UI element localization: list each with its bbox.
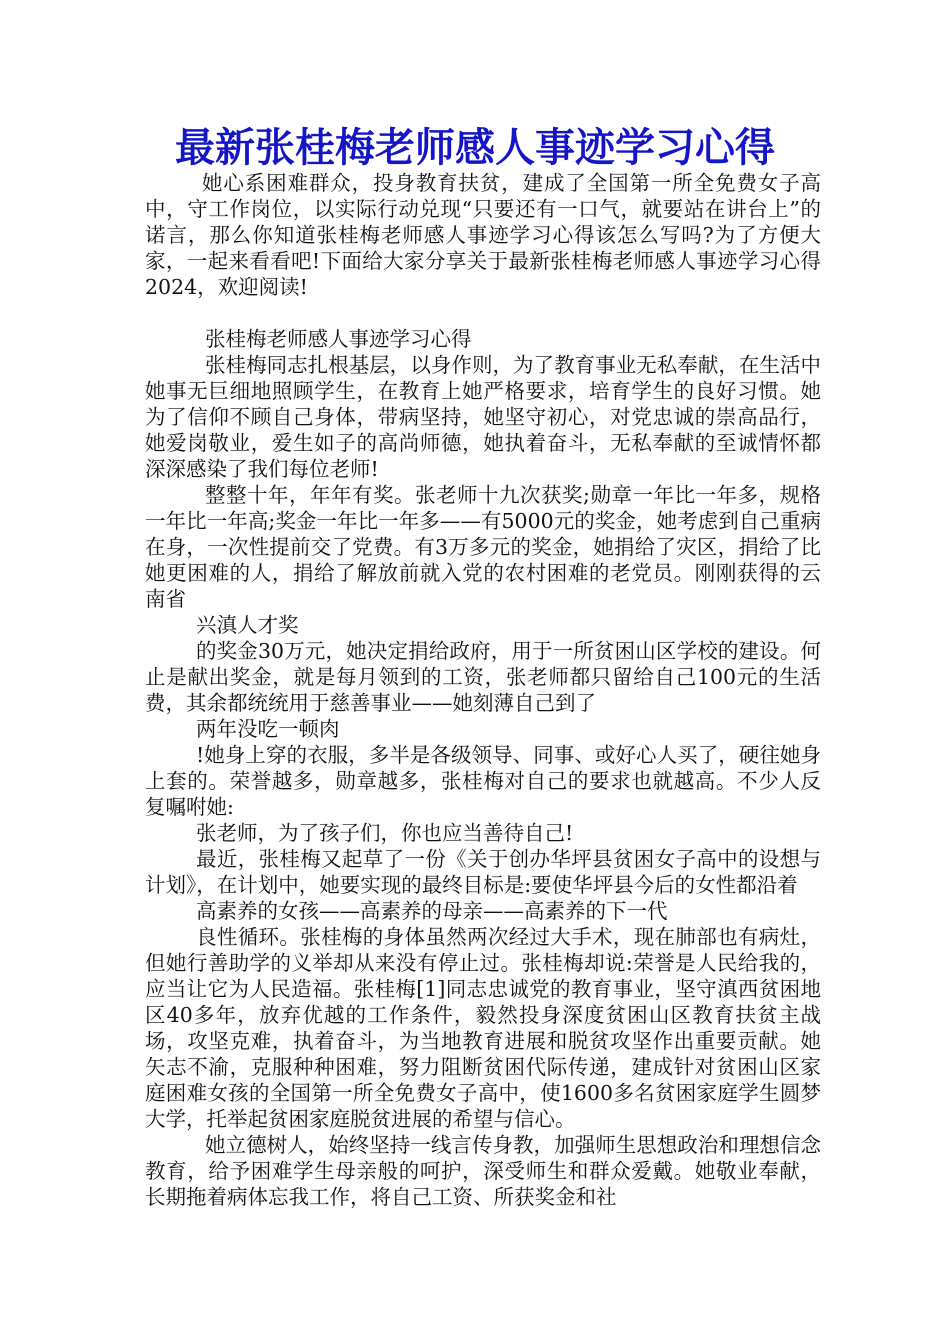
body-paragraph-3: 的奖金30万元，她决定捐给政府，用于一所贫困山区学校的建设。何止是献出奖金，就是每月领到的工资，张老师都只留给自己100元的生活费，其余都统统用于慈善事业——她刻薄自己到了 — [145, 639, 821, 715]
award-name-line: 兴滇人才奖 — [196, 613, 299, 637]
body-paragraph-2: 整整十年，年年有奖。张老师十九次获奖;勋章一年比一年多，规格一年比一年高;奖金一年比一年多——有5000元的奖金，她考虑到自己重病在身，一次性提前交了党费。有3万多元的奖金，她捐给了灾区，捐给了比她更困难的人，捐给了解放前就入党的农村困难的老党员。刚刚获得的云南省 — [145, 483, 821, 611]
section-subtitle: 张桂梅老师感人事迹学习心得 — [205, 327, 472, 351]
body-paragraph-5: 最近，张桂梅又起草了一份《关于创办华坪县贫困女子高中的设想与计划》，在计划中，她要实现的最终目标是:要使华坪县今后的女性都沿着 — [145, 847, 821, 897]
body-paragraph-7: 她立德树人，始终坚持一线言传身教，加强师生思想政治和理想信念教育，给予困难学生母亲般的呵护，深受师生和群众爱戴。她敬业奉献，长期拖着病体忘我工作，将自己工资、所获奖金和社 — [145, 1133, 821, 1209]
body-paragraph-1: 张桂梅同志扎根基层，以身作则，为了教育事业无私奉献，在生活中她事无巨细地照顾学生，在教育上她严格要求，培育学生的良好习惯。她为了信仰不顾自己身体，带病坚持，她坚守初心，对党忠诚的崇高品行，她爱岗敬业，爱生如子的高尚师德，她执着奋斗，无私奉献的至诚情怀都深深感染了我们每位老师! — [145, 353, 821, 481]
body-paragraph-6: 良性循环。张桂梅的身体虽然两次经过大手术，现在肺部也有病灶，但她行善助学的义举却从来没有停止过。张桂梅却说:荣誉是人民给我的，应当让它为人民造福。张桂梅[1]同志忠诚党的教育事业，坚守滇西贫困地区40多年，放弃优越的工作条件，毅然投身深度贫困山区教育扶贫主战场，攻坚克难，执着奋斗，为当地教育进展和脱贫攻坚作出重要贡献。她矢志不渝，克服种种困难，努力阻断贫困代际传递，建成针对贫困山区家庭困难女孩的全国第一所全免费女子高中，使1600多名贫困家庭学生圆梦大学，托举起贫困家庭脱贫进展的希望与信心。 — [145, 925, 821, 1131]
document-body — [145, 170, 821, 1210]
intro-paragraph: 她心系困难群众，投身教育扶贫，建成了全国第一所全免费女子高中，守工作岗位，以实际行动兑现“只要还有一口气，就要站在讲台上”的诺言，那么你知道张桂梅老师感人事迹学习心得该怎么写吗?为了方便大家，一起来看看吧!下面给大家分享关于最新张桂梅老师感人事迹学习心得2024，欢迎阅读! — [145, 171, 821, 299]
no-meat-line: 两年没吃一顿肉 — [196, 717, 340, 741]
paragraph-spacer — [145, 300, 821, 326]
body-paragraph-4: !她身上穿的衣服，多半是各级领导、同事、或好心人买了，硬往她身上套的。荣誉越多，勋章越多，张桂梅对自己的要求也就越高。不少人反复嘱咐她: — [145, 743, 821, 819]
quote-line: 张老师，为了孩子们，你也应当善待自己! — [196, 821, 574, 845]
document-title: 最新张桂梅老师感人事迹学习心得 — [175, 124, 775, 171]
cycle-line: 高素养的女孩——高素养的母亲——高素养的下一代 — [196, 899, 668, 923]
